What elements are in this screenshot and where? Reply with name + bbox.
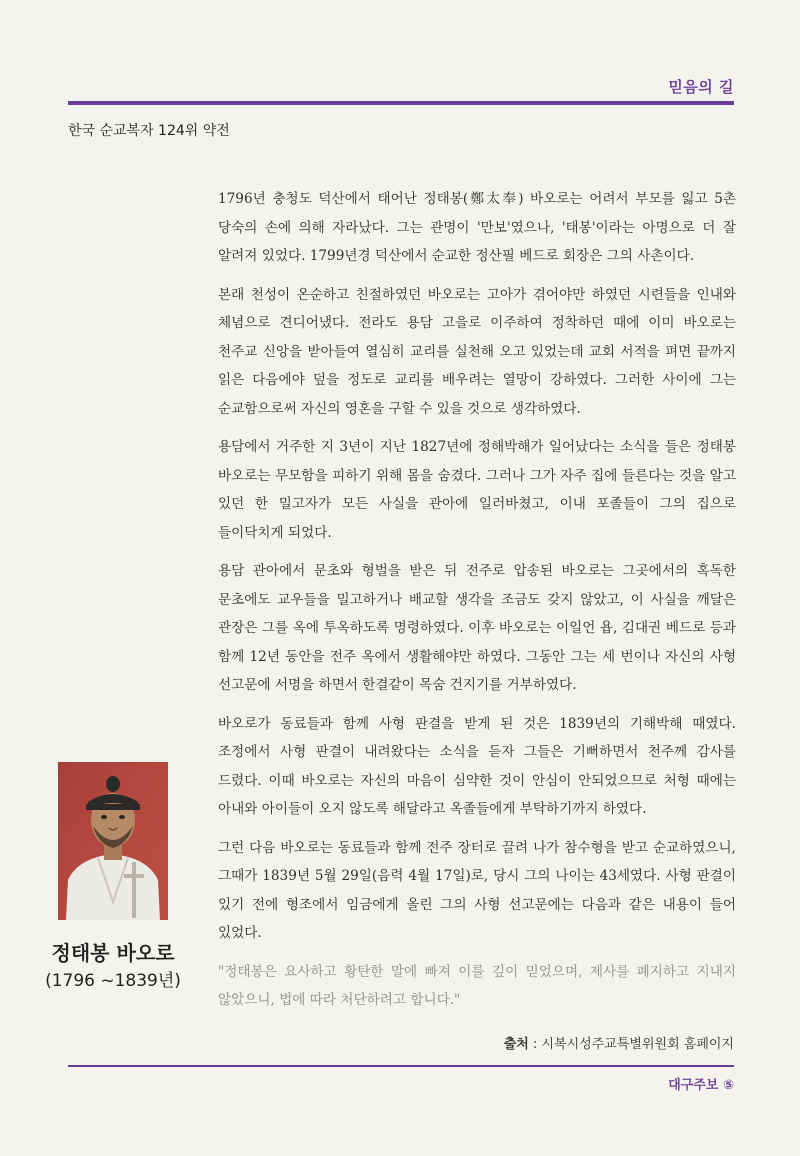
paragraph: 바오로가 동료들과 함께 사형 판결을 받게 된 것은 1839년의 기해박해 때였다. 조정에서 사형 판결이 내려왔다는 소식을 듣자 그들은 기뻐하면서 천주께 감사를 드렸다. 이때 바오로는 자신의 마음이 심약한 것이 안심이 안되었으므로 처형 때에는 아내와 아이들이 오지 않도록 해달라고 옥졸들에게 부탁하기까지 하였다. (218, 715, 736, 817)
footer-rule (68, 1065, 734, 1067)
paragraph: 1796년 충청도 덕산에서 태어난 정태봉(鄭太奉) 바오로는 어려서 부모를 잃고 5촌 당숙의 손에 의해 자라났다. 그는 관명이 '만보'였으나, '태봉'이라는 아명으로 더 잘 알려져 있었다. 1799년경 덕산에서 순교한 정산필 베드로 회장은 그의 사촌이다. (218, 191, 736, 264)
portrait-illustration (58, 762, 168, 920)
source-text: 시복시성주교특별위원회 홈페이지 (541, 1037, 734, 1052)
page-number: ⑤ (722, 1078, 734, 1093)
portrait-name: 정태봉 바오로 (51, 941, 175, 965)
paragraph: 그런 다음 바오로는 동료들과 함께 전주 장터로 끌려 나가 참수형을 받고 순교하였으니, 그때가 1839년 5월 29일(음력 4월 17일)로, 당시 그의 나이는 43세였다. 사형 판결이 있기 전에 형조에서 임금에게 올린 그의 사형 선고문에는 다음과 같은 내용이 들어 있었다. (218, 839, 736, 941)
portrait-years: (1796 ~1839년) (45, 971, 181, 991)
source-credit (504, 1033, 734, 1052)
paragraph: 용담 관아에서 문초와 형벌을 받은 뒤 전주로 압송된 바오로는 그곳에서의 혹독한 문초에도 교우들을 밀고하거나 배교할 생각을 조금도 갖지 않았고, 이 사실을 깨달은 관장은 그를 옥에 투옥하도록 명령하였다. 이후 바오로는 이일언 욥, 김대권 베드로 등과 함께 12년 동안을 전주 옥에서 생활해야만 하였다. 그동안 그는 세 번이나 자신의 사형 선고문에 서명을 하면서 한결같이 목숨 건지기를 거부하였다. (218, 563, 736, 693)
source-separator: : (528, 1037, 542, 1052)
section-label: 믿음의 길 (668, 78, 734, 96)
page-subtitle: 한국 순교복자 124위 약전 (68, 123, 230, 139)
article-body (218, 185, 736, 1025)
paragraph: 용담에서 거주한 지 3년이 지난 1827년에 정해박해가 일어났다는 소식을 들은 정태봉 바오로는 무모함을 피하기 위해 몸을 숨겼다. 그러나 그가 자주 집에 들른다는 것을 알고 있던 한 밀고자가 모든 사실을 관아에 일러바쳤고, 이내 포졸들이 그의 집으로 들이닥치게 되었다. (218, 439, 736, 541)
paragraph: 본래 천성이 온순하고 친절하였던 바오로는 고아가 겪어야만 하였던 시련들을 인내와 체념으로 견디어냈다. 전라도 용담 고을로 이주하여 정착하던 때에 이미 바오로는 천주교 신앙을 받아들여 열심히 교리를 실천해 오고 있었는데 교회 서적을 펴면 끝까지 읽은 다음에야 덮을 정도로 교리를 배우려는 열망이 강하였다. 그러한 사이에 그는 순교함으로써 자신의 영혼을 구할 수 있을 것으로 생각하였다. (218, 286, 736, 417)
header-rule (68, 101, 734, 105)
portrait-image (58, 762, 168, 920)
page-footer (668, 1074, 734, 1093)
verdict-quote: "정태봉은 요사하고 황탄한 말에 빠져 이를 깊이 믿었으며, 제사를 폐지하고 지내지 않았으니, 법에 따라 처단하려고 합니다." (218, 963, 736, 1008)
publication-name: 대구주보 (668, 1078, 719, 1093)
source-label: 출처 (503, 1037, 529, 1052)
